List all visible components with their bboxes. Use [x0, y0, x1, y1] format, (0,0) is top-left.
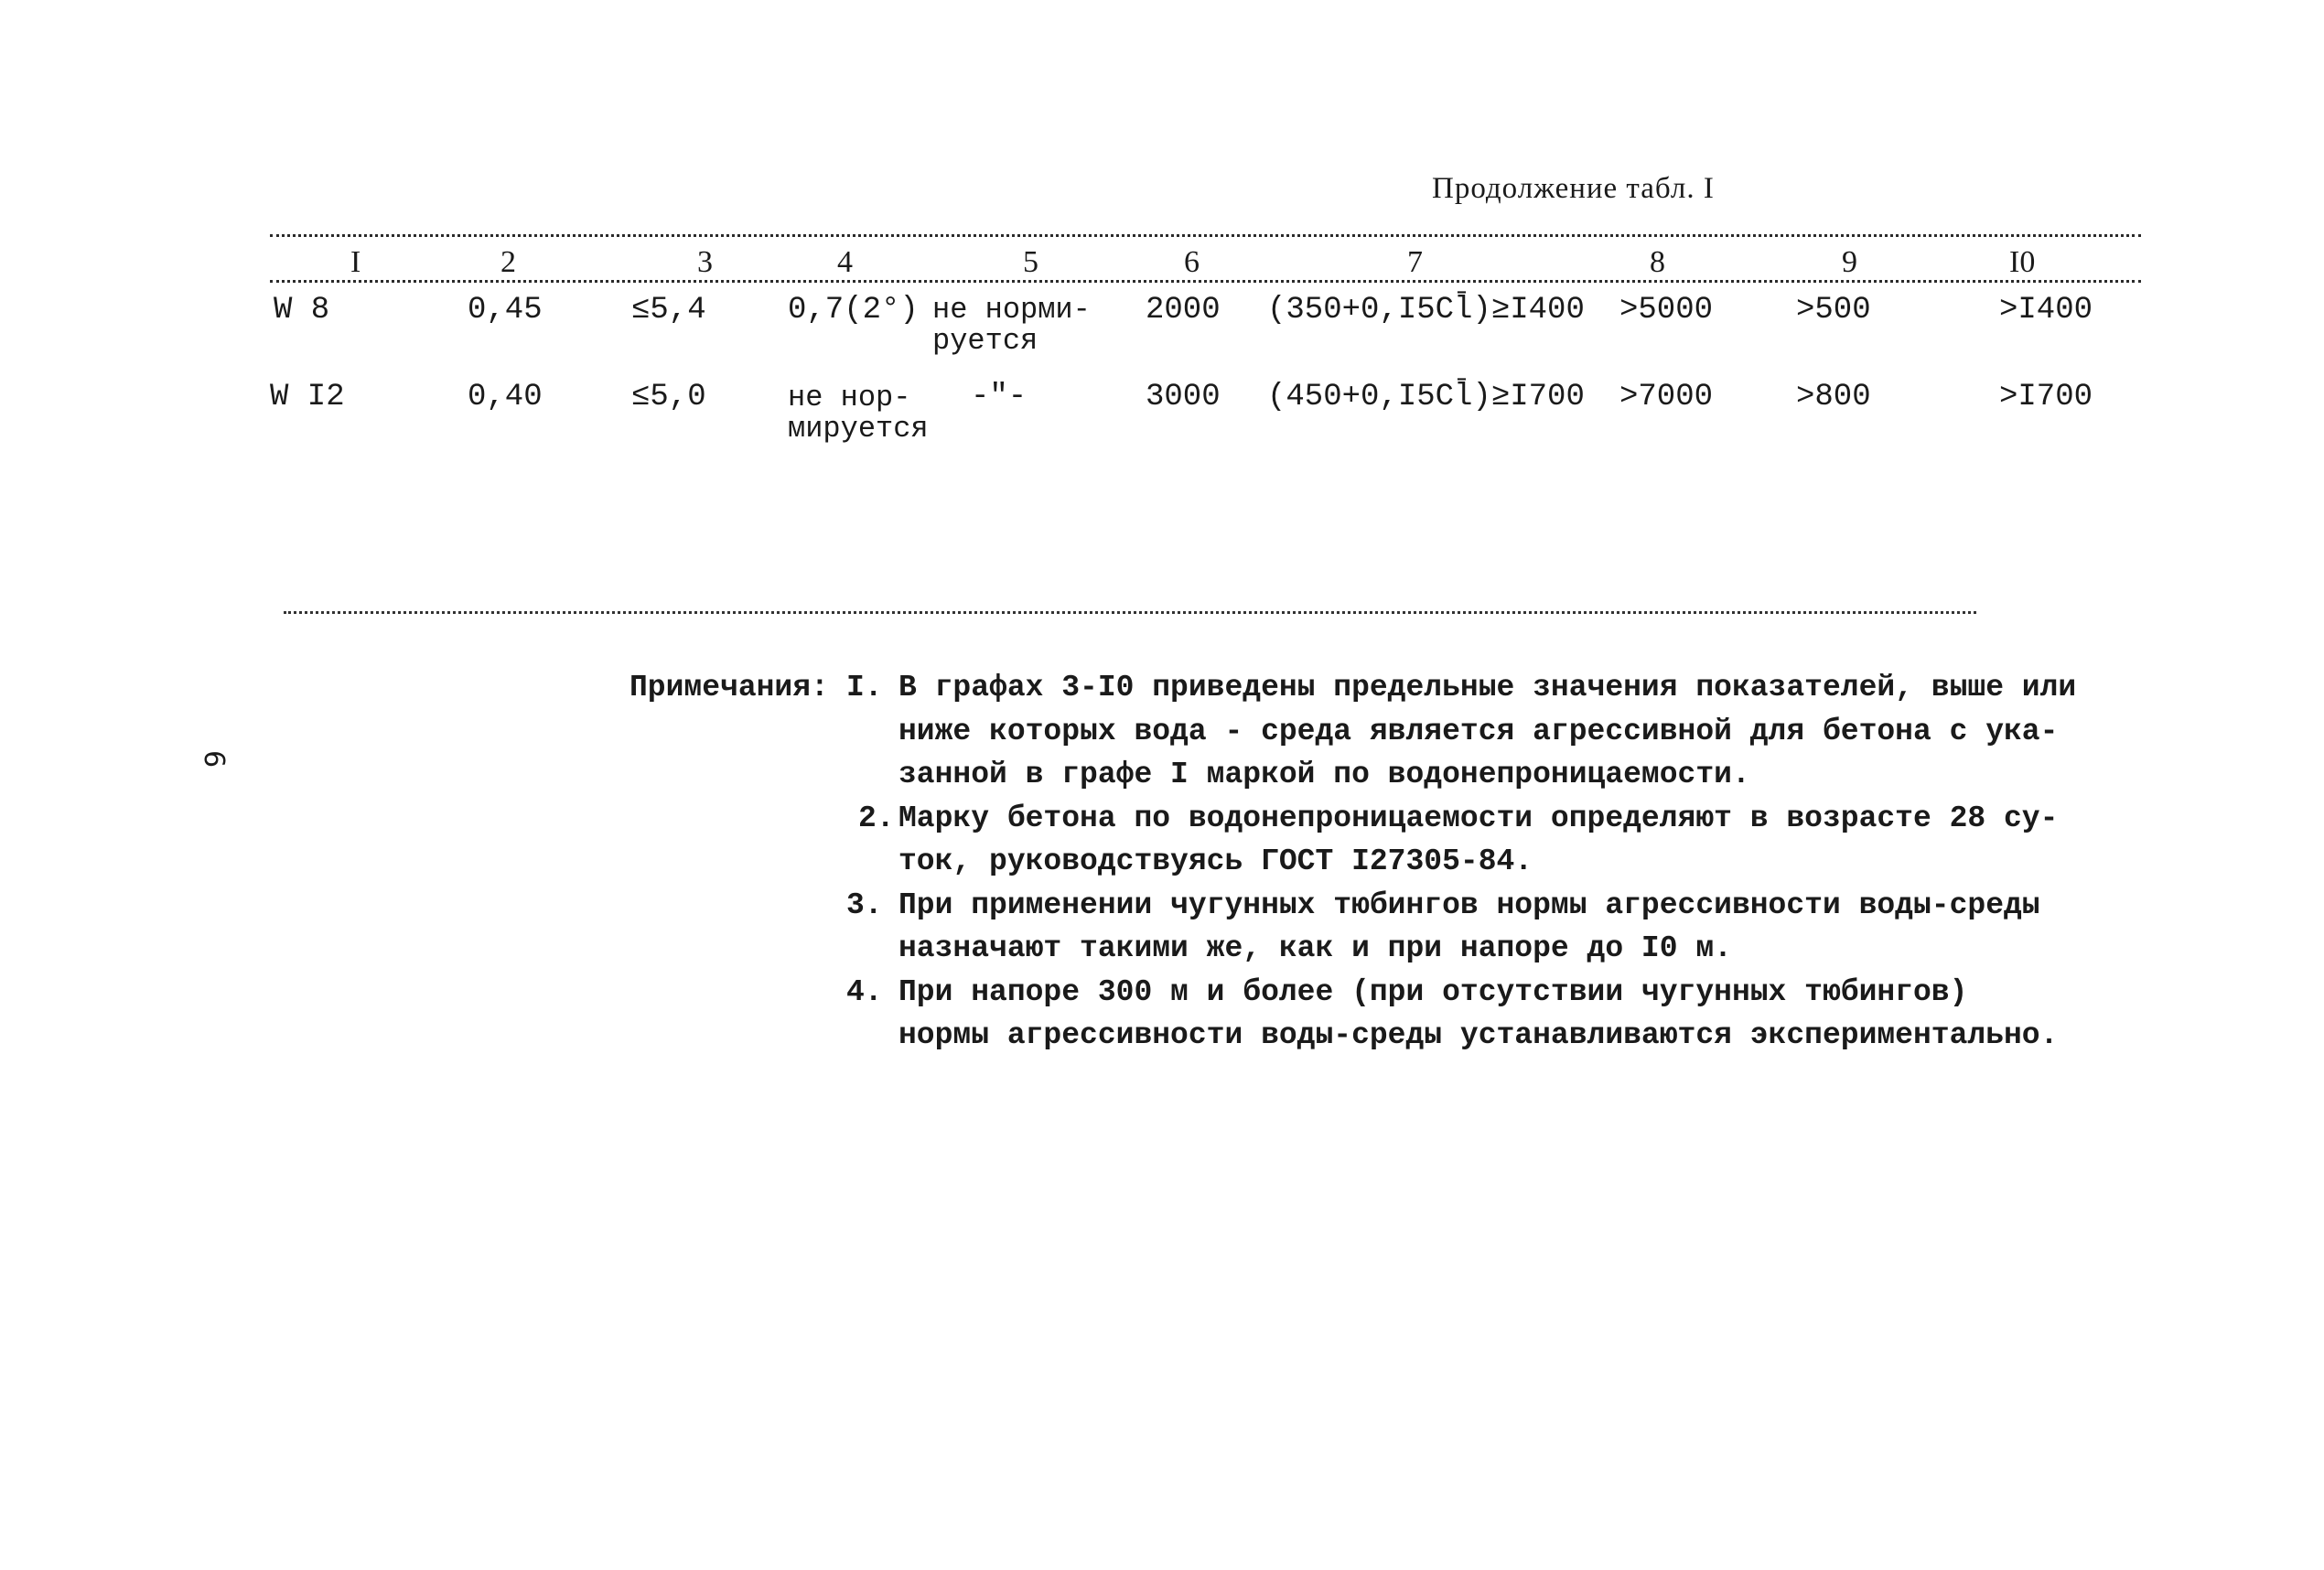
table-bottom-rule	[284, 611, 1976, 614]
table-top-rule	[270, 234, 2141, 237]
row2-col2: 0,40	[468, 380, 543, 414]
table-caption: Продолжение табл. I	[1432, 172, 1715, 205]
note-2-line-1: Марку бетона по водонепроницаемости определяют в возрасте 28 су-	[898, 801, 2059, 835]
row2-col4-line2: мируется	[788, 412, 929, 446]
page-number: 6	[198, 749, 231, 769]
header-col-10: I0	[2009, 245, 2036, 279]
note-1-line-2: ниже которых вода - среда является агрессивной для бетона с ука-	[898, 714, 2059, 748]
note-1-line-3: занной в графе I маркой по водонепроницаемости.	[898, 758, 1750, 791]
row2-col9: >800	[1796, 380, 1871, 414]
header-col-3: 3	[697, 245, 713, 279]
note-2-number: 2.	[858, 801, 895, 835]
row2-col10: >I700	[1999, 380, 2093, 414]
header-bottom-rule	[270, 280, 2141, 283]
note-3-line-1: При применении чугунных тюбингов нормы агрессивности воды-среды	[898, 887, 2040, 922]
row2-col1: W I2	[270, 380, 345, 414]
row1-col5	[932, 295, 1091, 357]
data-table	[270, 229, 2141, 467]
header-col-2: 2	[500, 245, 516, 279]
note-4-line-1: При напоре 300 м и более (при отсутствии чугунных тюбингов)	[898, 974, 1968, 1009]
notes-title: Примечания:	[629, 671, 829, 704]
header-col-8: 8	[1650, 245, 1665, 279]
note-4-line-2: нормы агрессивности воды-среды устанавливаются экспериментально.	[898, 1018, 2059, 1052]
header-col-6: 6	[1184, 245, 1200, 279]
header-col-5: 5	[1023, 245, 1038, 279]
row1-col6: 2000	[1146, 293, 1221, 328]
row1-col2: 0,45	[468, 293, 543, 328]
note-2-line-2: ток, руководствуясь ГОСТ I27305-84.	[898, 844, 1533, 878]
row2-col4-line1: не нор-	[788, 381, 911, 414]
header-col-1: I	[350, 245, 361, 279]
row1-col10: >I400	[1999, 293, 2093, 328]
row2-col5: -"-	[971, 380, 1028, 414]
header-col-9: 9	[1842, 245, 1857, 279]
header-col-7: 7	[1407, 245, 1423, 279]
row2-col6: 3000	[1146, 380, 1221, 414]
row1-col7: (350+0,I5Cl̄)≥I400	[1267, 293, 1585, 328]
row1-col3: ≤5,4	[631, 293, 706, 328]
header-col-4: 4	[837, 245, 853, 279]
note-1-number: I.	[846, 671, 883, 704]
row1-col8: >5000	[1619, 293, 1714, 328]
row2-col4	[788, 382, 929, 445]
row1-col5-line2: руется	[932, 324, 1038, 358]
note-3-line-2: назначают такими же, как и при напоре до I0 м.	[898, 931, 1732, 965]
row1-col1: W 8	[274, 293, 330, 328]
row1-col9: >500	[1796, 293, 1871, 328]
note-3-number: 3.	[846, 887, 883, 922]
row1-col5-line1: не норми-	[932, 293, 1091, 327]
row2-col3: ≤5,0	[631, 380, 706, 414]
row1-col4: 0,7(2°)	[788, 293, 919, 328]
row2-col7: (450+0,I5Cl̄)≥I700	[1267, 380, 1585, 414]
note-4-number: 4.	[846, 974, 883, 1009]
row2-col8: >7000	[1619, 380, 1714, 414]
note-1-line-1: В графах 3-I0 приведены предельные значения показателей, выше или	[898, 671, 2077, 704]
